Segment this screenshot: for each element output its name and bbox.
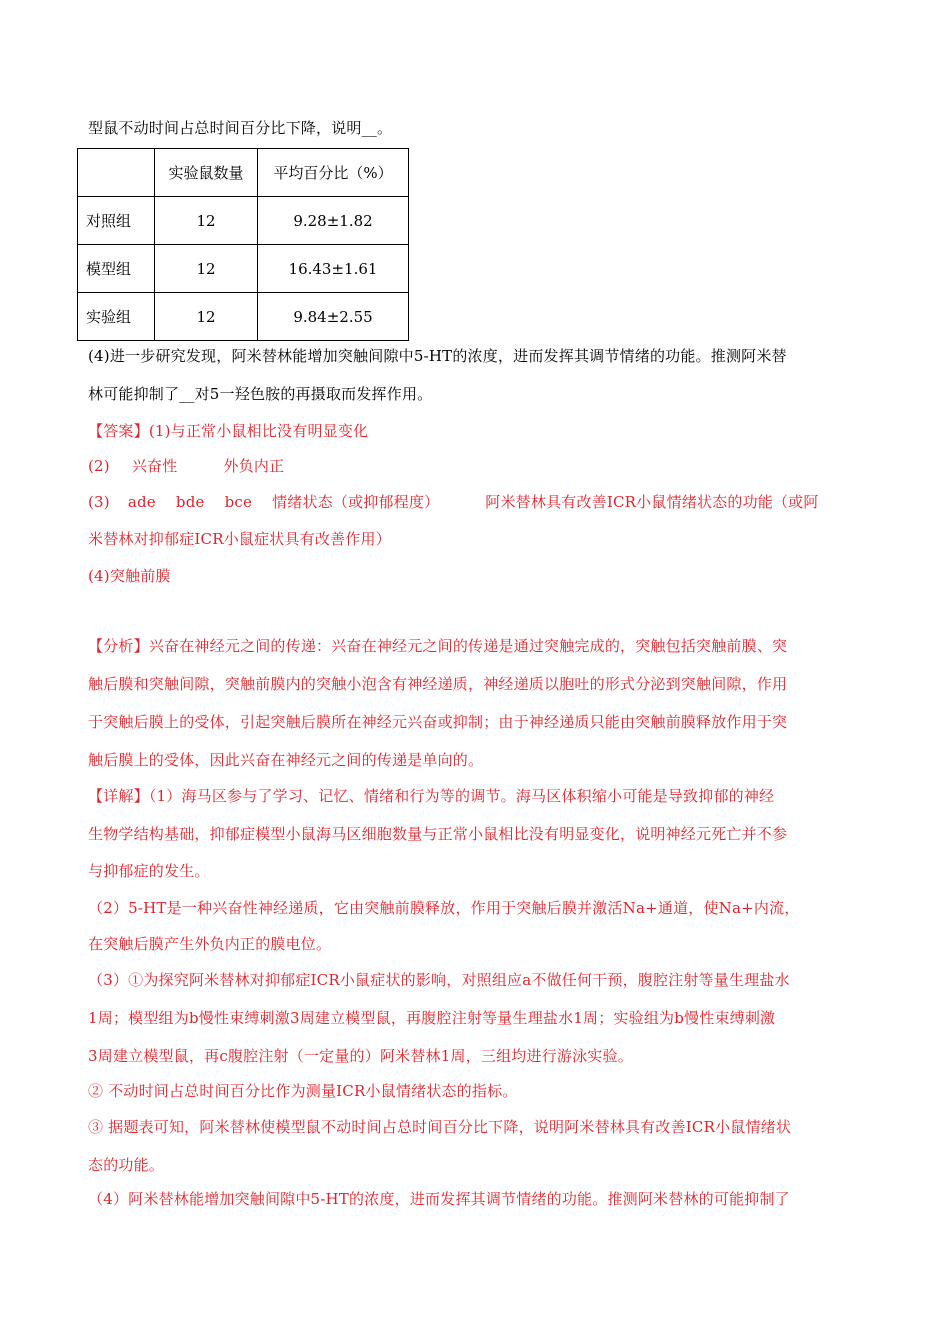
- table-row: [78, 293, 409, 341]
- answer-2-number: (2): [88, 457, 110, 475]
- answer-4: (4)突触前膜: [88, 567, 171, 585]
- answer-line3: [88, 492, 878, 512]
- answer-2-part1: 兴奋性: [131, 457, 178, 475]
- detail-p3-line1: （3）①为探究阿米替林对抑郁症ICR小鼠症状的影响，对照组应a不做任何干预，腹腔注射等量生理盐水: [88, 971, 790, 989]
- analysis-line2: 触后膜和突触间隙，突触前膜内的突触小泡含有神经递质，神经递质以胞吐的形式分泌到突触间隙，作用: [88, 675, 788, 693]
- table-cell: 模型组: [78, 245, 155, 293]
- table-header-cell: 平均百分比（%）: [258, 149, 409, 197]
- question4-line2: 林可能抑制了__对5一羟色胺的再摄取而发挥作用。: [88, 385, 433, 403]
- analysis-text: 兴奋在神经元之间的传递：兴奋在神经元之间的传递是通过突触完成的，突触包括突触前膜、突: [148, 637, 788, 655]
- table-header-cell: 实验鼠数量: [155, 149, 258, 197]
- analysis-line4: 触后膜上的受体，因此兴奋在神经元之间的传递是单向的。: [88, 751, 484, 769]
- detail-p2-line1: （2）5-HT是一种兴奋性神经递质，它由突触前膜释放，作用于突触后膜并激活Na+通道，使Na+内流，: [88, 899, 800, 917]
- table-row: [78, 245, 409, 293]
- answer-3-part4: 情绪状态（或抑郁程度）: [272, 493, 440, 511]
- answer-line2: [88, 456, 878, 476]
- table-cell: 12: [155, 245, 258, 293]
- analysis-line1: [88, 636, 878, 656]
- table-cell: 12: [155, 197, 258, 245]
- table-header-row: [78, 149, 409, 197]
- answer-label: 【答案】: [88, 422, 149, 440]
- answer-line1: [88, 421, 878, 441]
- table-header-cell: [78, 149, 155, 197]
- detail-p1-line3: 与抑郁症的发生。: [88, 862, 210, 880]
- detail-line1: [88, 786, 878, 806]
- answer-3-number: (3): [88, 493, 110, 511]
- detail-text: （1）海马区参与了学习、记忆、情绪和行为等的调节。海马区体积缩小可能是导致抑郁的神经: [148, 787, 775, 805]
- detail-p3-line6: 态的功能。: [88, 1156, 165, 1174]
- results-table: [77, 148, 409, 341]
- analysis-label: 【分析】: [88, 637, 149, 655]
- detail-p2-line2: 在突触后膜产生外负内正的膜电位。: [88, 935, 332, 953]
- detail-label: 【详解】: [88, 787, 149, 805]
- table-cell: 实验组: [78, 293, 155, 341]
- answer-2-part2: 外负内正: [223, 457, 285, 475]
- table-cell: 16.43±1.61: [258, 245, 409, 293]
- table-cell: 9.28±1.82: [258, 197, 409, 245]
- table-cell: 12: [155, 293, 258, 341]
- detail-p3-line4: ② 不动时间占总时间百分比作为测量ICR小鼠情绪状态的指标。: [88, 1082, 518, 1100]
- answer-3-part5: 阿米替林具有改善ICR小鼠情绪状态的功能（或阿: [485, 493, 819, 511]
- table-cell: 9.84±2.55: [258, 293, 409, 341]
- answer-3-part2: bde: [175, 493, 205, 511]
- table-row: [78, 197, 409, 245]
- answer-3-line2: 米替林对抑郁症ICR小鼠症状具有改善作用）: [88, 530, 391, 548]
- detail-p3-line3: 3周建立模型鼠，再c腹腔注射（一定量的）阿米替林1周，三组均进行游泳实验。: [88, 1047, 633, 1065]
- answer-3-part3: bce: [224, 493, 253, 511]
- intro-line: 型鼠不动时间占总时间百分比下降，说明__。: [88, 119, 393, 137]
- detail-p1-line2: 生物学结构基础，抑郁症模型小鼠海马区细胞数量与正常小鼠相比没有明显变化，说明神经元死亡并不参: [88, 825, 788, 843]
- question4-line1: (4)进一步研究发现，阿米替林能增加突触间隙中5-HT的浓度，进而发挥其调节情绪的功能。推测阿米替: [88, 347, 787, 365]
- detail-p3-line2: 1周；模型组为b慢性束缚刺激3周建立模型鼠，再腹腔注射等量生理盐水1周；实验组为b慢性束缚刺激: [88, 1009, 776, 1027]
- answer-1: (1)与正常小鼠相比没有明显变化: [148, 422, 369, 440]
- table-cell: 对照组: [78, 197, 155, 245]
- detail-p4-line1: （4）阿米替林能增加突触间隙中5-HT的浓度，进而发挥其调节情绪的功能。推测阿米替林的可能抑制了: [88, 1190, 790, 1208]
- analysis-line3: 于突触后膜上的受体，引起突触后膜所在神经元兴奋或抑制；由于神经递质只能由突触前膜释放作用于突: [88, 713, 788, 731]
- answer-3-part1: ade: [127, 493, 156, 511]
- detail-p3-line5: ③ 据题表可知，阿米替林使模型鼠不动时间占总时间百分比下降，说明阿米替林具有改善ICR小鼠情绪状: [88, 1118, 792, 1136]
